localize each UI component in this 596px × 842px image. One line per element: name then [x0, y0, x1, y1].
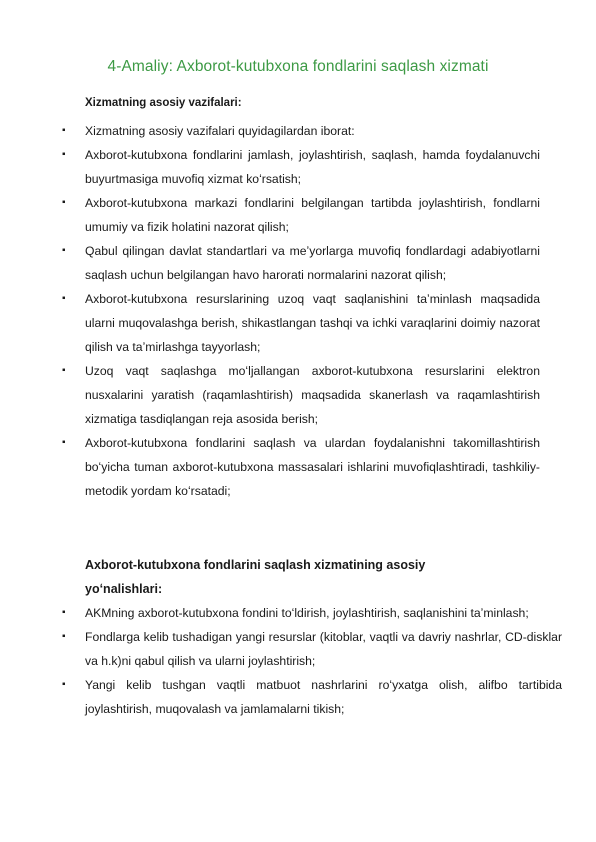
list-item-text: Axborot-kutubxona markazi fondlarini belgilangan tartibda joylashtirish, fondlarni umumiy va fizik holatini nazorat qilish; — [85, 196, 540, 234]
bullet-icon: ▪ — [62, 125, 66, 136]
list-item-text: Axborot-kutubxona fondlarini saqlash va ulardan foydalanishni takomillashtirish boʻyicha tuman axborot-kutubxona massasalari ishlarini muvofiqlashtiradi, tashkiliy-metodik yordam koʻrsatadi; — [85, 436, 540, 498]
bullet-icon: ▪ — [62, 149, 66, 160]
bullet-icon: ▪ — [62, 293, 66, 304]
directions-heading: Axborot-kutubxona fondlarini saqlash xizmatining asosiy yoʻnalishlari: — [85, 558, 426, 596]
bullet-icon: ▪ — [62, 197, 66, 208]
list-item — [62, 431, 540, 503]
bullet-icon: ▪ — [62, 607, 66, 618]
page-title: 4-Amaliy: Axborot-kutubxona fondlarini saqlash xizmati — [107, 58, 489, 75]
list-item — [62, 191, 540, 239]
directions-list — [62, 601, 562, 721]
list-item — [62, 601, 562, 625]
bullet-icon: ▪ — [62, 245, 66, 256]
list-item — [62, 287, 540, 359]
tasks-list — [62, 119, 540, 503]
list-item — [62, 673, 562, 721]
list-item-text: Axborot-kutubxona fondlarini jamlash, joylashtirish, saqlash, hamda foydalanuvchi buyurtmasiga muvofiq xizmat koʻrsatish; — [85, 148, 540, 186]
list-item-text: Qabul qilingan davlat standartlari va meʼyorlarga muvofiq fondlardagi adabiyotlarni saqlash uchun belgilangan havo harorati normalarini nazorat qilish; — [85, 244, 540, 282]
list-item-text: AKMning axborot-kutubxona fondini toʻldirish, joylashtirish, saqlanishini taʼminlash; — [85, 606, 529, 620]
list-item — [62, 625, 562, 673]
bullet-icon: ▪ — [62, 679, 66, 690]
list-item-text: Uzoq vaqt saqlashga moʻljallangan axborot-kutubxona resurslarini elektron nusxalarini yaratish (raqamlashtirish) maqsadida skanerlash va raqamlashtirish xizmatiga tasdiqlangan reja asosida berish; — [85, 364, 540, 426]
bullet-icon: ▪ — [62, 631, 66, 642]
list-item — [62, 239, 540, 287]
list-item-text: Axborot-kutubxona resurslarining uzoq vaqt saqlanishini taʼminlash maqsadida ularni muqovalashga berish, shikastlangan tashqi va ichki varaqlarini doimiy nazorat qilish va taʼmirlashga tayyorlash; — [85, 292, 540, 354]
list-item — [62, 119, 540, 143]
bullet-icon: ▪ — [62, 365, 66, 376]
list-item-text: Fondlarga kelib tushadigan yangi resurslar (kitoblar, vaqtli va davriy nashrlar, CD-disklar va h.k)ni qabul qilish va ularni joylashtirish; — [85, 630, 562, 668]
list-item-text: Yangi kelib tushgan vaqtli matbuot nashrlarini roʻyxatga olish, alifbo tartibida joylashtirish, muqovalash va jamlamalarni tikish; — [85, 678, 562, 716]
tasks-subheading: Xizmatning asosiy vazifalari: — [85, 97, 242, 109]
bullet-icon: ▪ — [62, 437, 66, 448]
list-item — [62, 143, 540, 191]
list-item — [62, 359, 540, 431]
list-item-text: Xizmatning asosiy vazifalari quyidagilardan iborat: — [85, 124, 355, 138]
